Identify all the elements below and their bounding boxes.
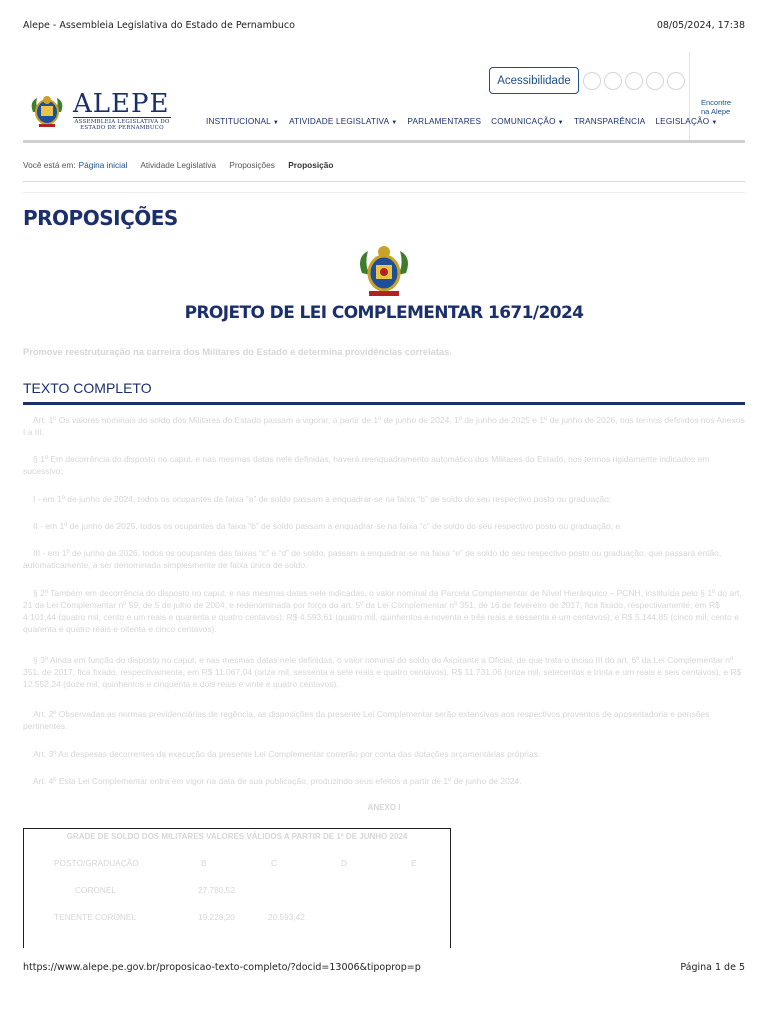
- main-nav: [206, 117, 717, 126]
- table-header-cell: E: [411, 858, 417, 868]
- paragraph: Art. 1º Os valores nominais do soldo dos Militares do Estado passam a vigorar, a partir de 1º de junho de 2024, 1º de junho de 2025 e 1º de junho de 2026, nos termos definidos nos Anexos I a III.: [23, 415, 745, 437]
- table-header-row: [24, 858, 450, 870]
- table-header-cell: POSTO/GRADUAÇÃO: [54, 858, 139, 868]
- accessibility-button[interactable]: Acessibilidade: [489, 67, 579, 94]
- table-cell: 27.780,52: [198, 885, 235, 895]
- coat-of-arms-icon: [27, 92, 67, 132]
- table-cell: 20.593,42: [268, 912, 305, 922]
- caret-down-icon: ▼: [557, 120, 564, 126]
- nav-label: ATIVIDADE LEGISLATIVA: [289, 117, 390, 126]
- nav-label: TRANSPARÊNCIA: [573, 117, 646, 126]
- social-icon[interactable]: [604, 72, 622, 90]
- print-header: [23, 20, 745, 32]
- table-cell: TENENTE CORONEL: [54, 912, 137, 922]
- table-cell: CORONEL: [75, 885, 117, 895]
- header-divider: [689, 52, 690, 142]
- print-datetime: 08/05/2024, 17:38: [656, 20, 745, 31]
- paragraph: III - em 1º de junho de 2026, todos os ocupantes das faixas “c” e “d” de soldo, passam a enquadrar-se na faixa “e” de soldo do seu respectivo posto ou graduação, que passará então, automaticamente, a ser denominada simplesmente de faixa única de soldo.: [23, 548, 722, 570]
- breadcrumb: [23, 160, 344, 170]
- breadcrumb-item[interactable]: Proposições: [229, 160, 275, 170]
- print-footer: [23, 962, 745, 974]
- paragraph: Art. 2º Observadas as normas previdenciárias de regência, as disposições da presente Lei Complementar serão extensivas aos respectivos proventos de aposentadoria e pensões pertinentes.: [23, 709, 710, 731]
- nav-item-transparencia[interactable]: [574, 117, 646, 126]
- table-header-cell: D: [341, 858, 347, 868]
- logo-subtitle-line2: ESTADO DE PERNAMBUCO: [80, 125, 164, 131]
- nav-item-institucional[interactable]: [206, 117, 279, 126]
- coat-of-arms-icon: [354, 243, 414, 301]
- nav-label: INSTITUCIONAL: [206, 117, 271, 126]
- page-title: PROPOSIÇÕES: [23, 206, 178, 230]
- table-cell: 19.228,20: [198, 912, 235, 922]
- encontre-link[interactable]: [701, 98, 731, 116]
- paragraph: § 2º Também em decorrência do disposto no caput, e nas mesmas datas nele indicadas, o valor nominal da Parcela Complementar de Nível Hierárquico – PCNH, instituída pelo § 1º do art. 21 da Lei Complementar nº 59, de 5 de julho de 2004, e redenominada por força do art. 5º da Lei Complementar nº 351, de 16 de fevereiro de 2017, fica fixado, respectivamente, em R$ 4.101,44 (quatro mil, cento e um reais e quarenta e quatro centavos); R$ 4.593,61 (quatro mil, quinhentos e noventa e três reais e sessenta e um centavos); e R$ 5.144,85 (cinco mil, cento e quarenta e quatro reais e oitenta e cinco centavos).: [23, 588, 742, 634]
- print-page-title: Alepe - Assembleia Legislativa do Estado de Pernambuco: [23, 20, 295, 31]
- divider: [23, 192, 745, 193]
- logo-subtitle: [73, 117, 171, 131]
- social-icon[interactable]: [646, 72, 664, 90]
- paragraph: I - em 1º de junho de 2024, todos os ocupantes da faixa “a” de soldo passam a enquadrar-se na faixa “b” de soldo do seu respectivo posto ou graduação;: [33, 494, 612, 504]
- nav-item-legislacao[interactable]: [655, 117, 717, 126]
- table-row: [24, 885, 450, 897]
- breadcrumb-current: Proposição: [288, 160, 334, 170]
- salary-table: [23, 828, 451, 948]
- nav-item-comunicacao[interactable]: [491, 117, 564, 126]
- paragraph: § 3º Ainda em função do disposto no caput, e nas mesmas datas nele definidas, o valor nominal do soldo do Aspirante a Oficial, de que trata o inciso III do art. 6º da Lei Complementar nº 351, de 2017, fica fixado, respectivamente, em R$ 11.067,04 (onze mil, sessenta e sete reais e quatro centavos), R$ 11.731,06 (onze mil, setecentos e trinta e um reais e seis centavos), e R$ 12.552,24 (doze mil, quinhentos e cinquenta e dois reais e vinte e quatro centavos).: [23, 655, 742, 689]
- paragraph: Art. 3º As despesas decorrentes da execução da presente Lei Complementar correrão por conta das dotações orçamentárias próprias.: [33, 749, 541, 759]
- social-icon[interactable]: [667, 72, 685, 90]
- table-header-cell: B: [201, 858, 207, 868]
- header-rule: [23, 140, 745, 143]
- breadcrumb-home-link[interactable]: Página inicial: [78, 160, 128, 170]
- document-title: PROJETO DE LEI COMPLEMENTAR 1671/2024: [184, 303, 584, 323]
- nav-label: LEGISLAÇÃO: [655, 117, 710, 126]
- divider: [23, 181, 745, 182]
- social-icon[interactable]: [625, 72, 643, 90]
- breadcrumb-item[interactable]: Atividade Legislativa: [140, 160, 216, 170]
- social-icon[interactable]: [583, 72, 601, 90]
- caret-down-icon: ▼: [391, 120, 398, 126]
- nav-label: PARLAMENTARES: [407, 117, 482, 126]
- document-summary: Promove reestruturação na carreira dos Militares do Estado e determina providências correlatas.: [23, 347, 452, 357]
- caret-down-icon: ▼: [711, 120, 718, 126]
- annex-title: ANEXO I: [367, 803, 401, 812]
- nav-item-atividade-legislativa[interactable]: [289, 117, 397, 126]
- nav-item-parlamentares[interactable]: [407, 117, 481, 126]
- site-header: [23, 52, 745, 142]
- logo-text: [73, 89, 171, 131]
- paragraph: Art. 4º Esta Lei Complementar entra em vigor na data de sua publicação, produzindo seus efeitos a partir de 1º de junho de 2024.: [33, 776, 522, 786]
- logo-name: ALEPE: [73, 89, 170, 119]
- print-page-number: Página 1 de 5: [680, 962, 745, 973]
- encontre-label-line1: Encontre: [701, 98, 732, 107]
- table-row: [24, 912, 450, 924]
- caret-down-icon: ▼: [272, 120, 280, 126]
- print-url: https://www.alepe.pe.gov.br/proposicao-texto-completo/?docid=13006&tipoprop=p: [23, 962, 421, 973]
- paragraph: § 1º Em decorrência do disposto no caput, e nas mesmas datas nele definidas, haverá reenquadramento automático dos Militares do Estado, nos termos rigidamente indicados em sucessivo:: [23, 454, 710, 476]
- alepe-logo[interactable]: [27, 89, 177, 134]
- table-caption: GRADE DE SOLDO DOS MILITARES VALORES VÁLIDOS A PARTIR DE 1º DE JUNHO 2024: [66, 832, 408, 841]
- paragraph: II - em 1º de junho de 2025, todos os ocupantes da faixa “b” de soldo passam a enquadrar-se na faixa “c” de soldo do seu respectivo posto ou graduação; e: [33, 521, 621, 531]
- nav-label: COMUNICAÇÃO: [491, 117, 556, 126]
- section-rule: [23, 402, 745, 405]
- table-header-cell: C: [271, 858, 277, 868]
- breadcrumb-prefix: Você está em:: [23, 160, 76, 170]
- section-title: TEXTO COMPLETO: [23, 380, 152, 396]
- encontre-label-line2: na Alepe: [701, 107, 731, 116]
- logo-subtitle-line1: ASSEMBLEIA LEGISLATIVA DO: [74, 119, 170, 125]
